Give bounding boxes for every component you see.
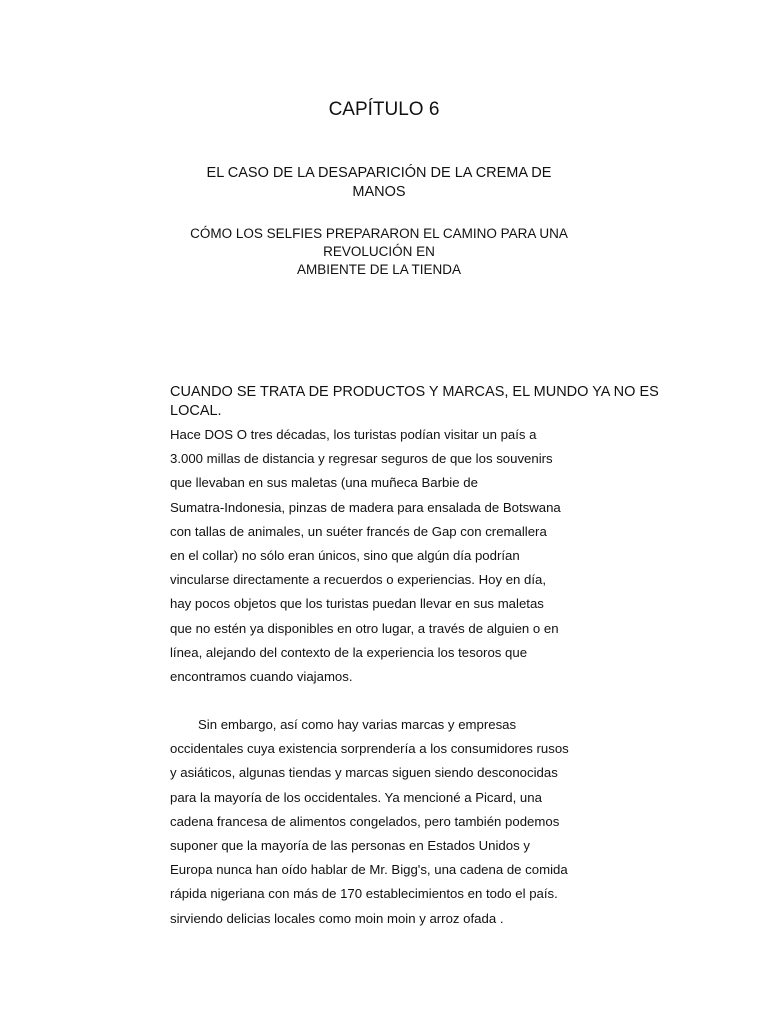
text-line: encontramos cuando viajamos. (170, 669, 353, 685)
text-line: en el collar) no sólo eran únicos, sino que algún día podrían (170, 548, 520, 564)
text-line: 3.000 millas de distancia y regresar seguros de que los souvenirs (170, 451, 553, 467)
text-line: sirviendo delicias locales como moin moin y arroz ofada . (170, 910, 504, 926)
chapter-subtitle: EL CASO DE LA DESAPARICIÓN DE LA CREMA DE MANOS (206, 165, 552, 200)
text-line: vincularse directamente a recuerdos o experiencias. Hoy en día, (170, 572, 547, 588)
text-line: rápida nigeriana con más de 170 establecimientos en todo el país. (170, 886, 558, 902)
text-line: Sin embargo, así como hay varias marcas y empresas (198, 717, 517, 732)
text-line: para la mayoría de los occidentales. Ya mencioné a Picard, una (170, 789, 542, 805)
text-line: Sumatra-Indonesia, pinzas de madera para ensalada de Botswana (170, 499, 561, 515)
chapter-secondary-subtitle (170, 225, 588, 279)
text-line: que no estén ya disponibles en otro lugar, a través de alguien o en (170, 620, 559, 636)
text-line: con tallas de animales, un suéter francés de Gap con cremallera (170, 523, 547, 539)
text-line: Europa nunca han oído hablar de Mr. Bigg's, una cadena de comida (170, 862, 568, 878)
paragraph-2 (170, 713, 610, 931)
text-line: suponer que la mayoría de las personas en Estados Unidos y (170, 838, 530, 854)
secondary-subtitle-line: CÓMO LOS SELFIES PREPARARON EL CAMINO PARA UNA REVOLUCIÓN EN (190, 226, 568, 259)
secondary-subtitle-line: AMBIENTE DE LA TIENDA (296, 262, 462, 277)
text-line: línea, alejando del contexto de la experiencia los tesoros que (170, 644, 528, 660)
text-line: hay pocos objetos que los turistas puedan llevar en sus maletas (170, 596, 544, 612)
chapter-title: CAPÍTULO 6 (328, 99, 440, 120)
text-line: cadena francesa de alimentos congelados, pero también podemos (170, 813, 560, 829)
paragraph-1 (170, 423, 610, 689)
text-line: Hace DOS O tres décadas, los turistas podían visitar un país a (170, 427, 537, 442)
text-line: y asiáticos, algunas tiendas y marcas siguen siendo desconocidas (170, 765, 558, 781)
text-line: occidentales cuya existencia sorprendería a los consumidores rusos (170, 741, 569, 757)
text-line: que llevaban en sus maletas (una muñeca Barbie de (170, 475, 478, 491)
section-lead-heading: CUANDO SE TRATA DE PRODUCTOS Y MARCAS, EL MUNDO YA NO ES LOCAL. (170, 384, 659, 419)
